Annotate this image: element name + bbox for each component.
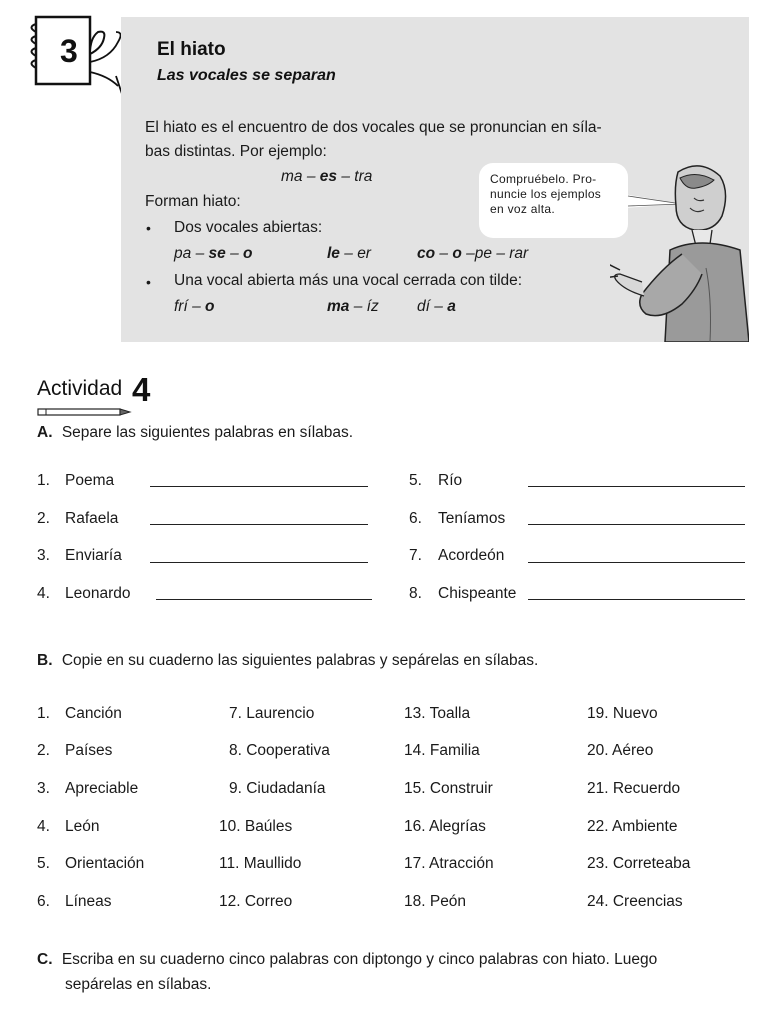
answer-line[interactable] bbox=[150, 562, 368, 563]
bullet-dot: • bbox=[146, 220, 151, 236]
list-item: 16. Alegrías bbox=[404, 818, 486, 835]
list-item: 20. Aéreo bbox=[587, 742, 654, 759]
bullet-dot: • bbox=[146, 274, 151, 290]
list-item: 6. Teníamos bbox=[409, 510, 506, 527]
bullet-1-text: Dos vocales abiertas: bbox=[174, 219, 323, 236]
answer-line[interactable] bbox=[150, 486, 368, 487]
list-item: 7. Laurencio bbox=[229, 705, 315, 722]
list-item: 2. Rafaela bbox=[37, 510, 119, 527]
speech-bubble-text: Compruébelo. Pro- nuncie los ejemplos en voz alta. bbox=[490, 172, 602, 216]
answer-line[interactable] bbox=[150, 524, 368, 525]
intro-line-1: El hiato es el encuentro de dos vocales que se pronuncian en síla- bbox=[145, 119, 602, 136]
notebook-icon bbox=[28, 14, 128, 104]
section-a-heading: A. Separe las siguientes palabras en sílabas. bbox=[37, 424, 354, 441]
list-item: 3. Enviaría bbox=[37, 547, 122, 564]
list-item: 5. Orientación bbox=[37, 855, 145, 872]
bullet-1-example: co – o –pe – rar bbox=[417, 245, 529, 262]
bullet-1-example: pa – se – o bbox=[174, 245, 253, 262]
list-item: 19. Nuevo bbox=[587, 705, 658, 722]
list-item: 10. Baúles bbox=[219, 818, 293, 835]
lesson-number: 3 bbox=[60, 33, 78, 69]
list-item: 8. Cooperativa bbox=[229, 742, 330, 759]
lesson-subtitle: Las vocales se separan bbox=[157, 67, 336, 84]
bullet-2-example: ma – íz bbox=[327, 298, 379, 315]
main-example: ma – es – tra bbox=[281, 168, 373, 185]
list-item: 4. Leonardo bbox=[37, 585, 131, 602]
teacher-illustration bbox=[610, 158, 749, 342]
bullet-2-text: Una vocal abierta más una vocal cerrada con tilde: bbox=[174, 272, 523, 289]
list-item: 8. Chispeante bbox=[409, 585, 517, 602]
section-c-heading: C. Escriba en su cuaderno cinco palabras con diptongo y cinco palabras con hiato. Luego bbox=[37, 951, 658, 968]
bullet-2-example: dí – a bbox=[417, 298, 456, 315]
list-item: 24. Creencias bbox=[587, 893, 683, 910]
answer-line[interactable] bbox=[528, 599, 745, 600]
forman-hiato-label: Forman hiato: bbox=[145, 193, 241, 210]
list-item: 13. Toalla bbox=[404, 705, 471, 722]
section-c-line-2: sepárelas en sílabas. bbox=[65, 976, 212, 993]
intro-line-2: bas distintas. Por ejemplo: bbox=[145, 143, 327, 160]
list-item: 18. Peón bbox=[404, 893, 467, 910]
answer-line[interactable] bbox=[156, 599, 372, 600]
list-item: 22. Ambiente bbox=[587, 818, 678, 835]
list-item: 15. Construir bbox=[404, 780, 493, 797]
answer-line[interactable] bbox=[528, 524, 745, 525]
answer-line[interactable] bbox=[528, 486, 745, 487]
list-item: 5. Río bbox=[409, 472, 463, 489]
list-item: 9. Ciudadanía bbox=[229, 780, 326, 797]
activity-number: 4 bbox=[132, 371, 151, 408]
list-item: 23. Correteaba bbox=[587, 855, 691, 872]
list-item: 3. Apreciable bbox=[37, 780, 139, 797]
list-item: 7. Acordeón bbox=[409, 547, 505, 564]
list-item: 2. Países bbox=[37, 742, 113, 759]
section-b-heading: B. Copie en su cuaderno las siguientes palabras y sepárelas en sílabas. bbox=[37, 652, 539, 669]
list-item: 6. Líneas bbox=[37, 893, 112, 910]
answer-line[interactable] bbox=[528, 562, 745, 563]
list-item: 11. Maullido bbox=[219, 855, 302, 872]
bullet-2-example: frí – o bbox=[174, 298, 215, 315]
activity-label: Actividad bbox=[37, 377, 123, 400]
list-item: 17. Atracción bbox=[404, 855, 494, 872]
list-item: 14. Familia bbox=[404, 742, 480, 759]
list-item: 1. Poema bbox=[37, 472, 115, 489]
pencil-icon bbox=[36, 404, 132, 414]
bullet-1-example: le – er bbox=[327, 245, 371, 262]
list-item: 12. Correo bbox=[219, 893, 293, 910]
list-item: 21. Recuerdo bbox=[587, 780, 681, 797]
list-item: 4. León bbox=[37, 818, 100, 835]
lesson-title: El hiato bbox=[157, 39, 226, 60]
list-item: 1. Canción bbox=[37, 705, 122, 722]
